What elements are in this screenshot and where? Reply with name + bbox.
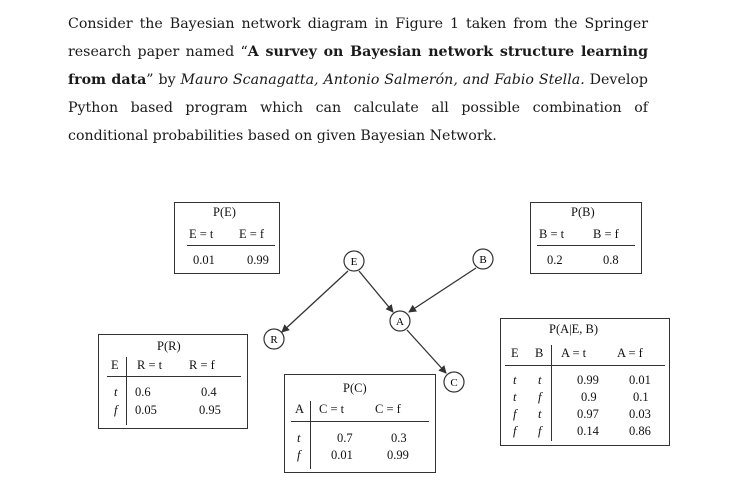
cpt-title: P(A|E, B)	[549, 322, 599, 336]
column-header: B = t	[539, 227, 565, 241]
cpt-p-c	[284, 374, 436, 473]
edge-b-to-a	[409, 268, 476, 312]
column-header: E = f	[239, 227, 265, 241]
cpt-title: P(C)	[343, 381, 367, 395]
edge-e-to-a	[359, 271, 393, 312]
probability-value: 0.99	[577, 373, 599, 387]
node-e	[344, 251, 364, 271]
probability-value: 0.9	[581, 390, 597, 404]
parent-value: f	[513, 424, 517, 438]
node-a-label: A	[396, 316, 404, 328]
node-b	[473, 249, 493, 269]
parent-value: f	[538, 424, 542, 438]
parent-value: t	[513, 373, 517, 387]
column-header: A = t	[561, 346, 587, 360]
probability-value: 0.14	[577, 424, 599, 438]
header-rule	[505, 365, 665, 366]
column-header: E	[111, 358, 119, 372]
probability-value: 0.05	[135, 403, 157, 417]
column-header: E = t	[189, 227, 214, 241]
cpt-p-b	[530, 202, 642, 274]
node-r	[264, 329, 284, 349]
paper-title: A survey on Bayesian network structure learning from data	[68, 44, 648, 88]
header-rule	[291, 421, 429, 422]
probability-value: 0.3	[391, 431, 407, 445]
column-divider	[551, 345, 552, 441]
column-header: R = t	[137, 358, 163, 372]
cpt-p-a-given-e-b	[500, 318, 670, 446]
probability-value: 0.4	[201, 385, 217, 399]
header-rule	[537, 245, 635, 246]
node-a	[390, 311, 410, 331]
parent-value: t	[538, 373, 542, 387]
cpt-p-r	[98, 334, 248, 429]
probability-value: 0.95	[199, 403, 221, 417]
parent-value: t	[538, 407, 542, 421]
column-header: B	[535, 346, 544, 360]
node-e-label: E	[350, 256, 358, 268]
parent-value: t	[114, 385, 118, 399]
column-header: A = f	[617, 346, 643, 360]
column-header: C = t	[319, 402, 345, 416]
probability-value: 0.99	[387, 448, 409, 462]
node-b-label: B	[479, 254, 487, 266]
probability-value: 0.6	[135, 385, 151, 399]
probability-value: 0.1	[633, 390, 649, 404]
column-header: C = f	[375, 402, 401, 416]
parent-value: f	[297, 448, 301, 462]
probability-value: 0.97	[577, 407, 599, 421]
node-c-label: C	[450, 377, 458, 389]
probability-value: 0.01	[193, 253, 215, 267]
parent-value: f	[114, 403, 118, 417]
question-by: ” by	[146, 72, 181, 88]
probability-value: 0.01	[629, 373, 651, 387]
column-header: A	[295, 402, 305, 416]
question-task: Develop Python based program which can calculate all possible combination of conditional probabilities based on given Bayesian Network.	[68, 72, 649, 144]
probability-value: 0.8	[603, 253, 619, 267]
edge-e-to-r	[282, 271, 348, 332]
column-header: R = f	[189, 358, 215, 372]
cpt-title: P(E)	[213, 205, 236, 219]
column-header: E	[511, 346, 519, 360]
probability-value: 0.99	[247, 253, 269, 267]
column-header: B = f	[593, 227, 619, 241]
node-c	[444, 372, 464, 392]
probability-value: 0.7	[337, 431, 353, 445]
column-divider	[126, 357, 127, 425]
header-rule	[187, 245, 275, 246]
probability-value: 0.01	[331, 448, 353, 462]
cpt-title: P(R)	[157, 339, 181, 353]
node-r-label: R	[270, 334, 278, 346]
cpt-title: P(B)	[571, 205, 595, 219]
probability-value: 0.86	[629, 424, 651, 438]
probability-value: 0.2	[547, 253, 563, 267]
header-rule	[107, 376, 241, 377]
probability-value: 0.03	[629, 407, 651, 421]
parent-value: t	[297, 431, 301, 445]
question-intro: Consider the Bayesian network diagram in Figure 1 taken from the Springer research paper named “	[68, 16, 648, 60]
cpt-p-e	[174, 202, 280, 274]
paper-authors: Mauro Scanagatta, Antonio Salmerón, and Fabio Stella.	[180, 72, 585, 88]
parent-value: t	[513, 390, 517, 404]
column-divider	[310, 401, 311, 469]
edge-a-to-c	[407, 330, 446, 373]
parent-value: f	[513, 407, 517, 421]
parent-value: f	[538, 390, 542, 404]
